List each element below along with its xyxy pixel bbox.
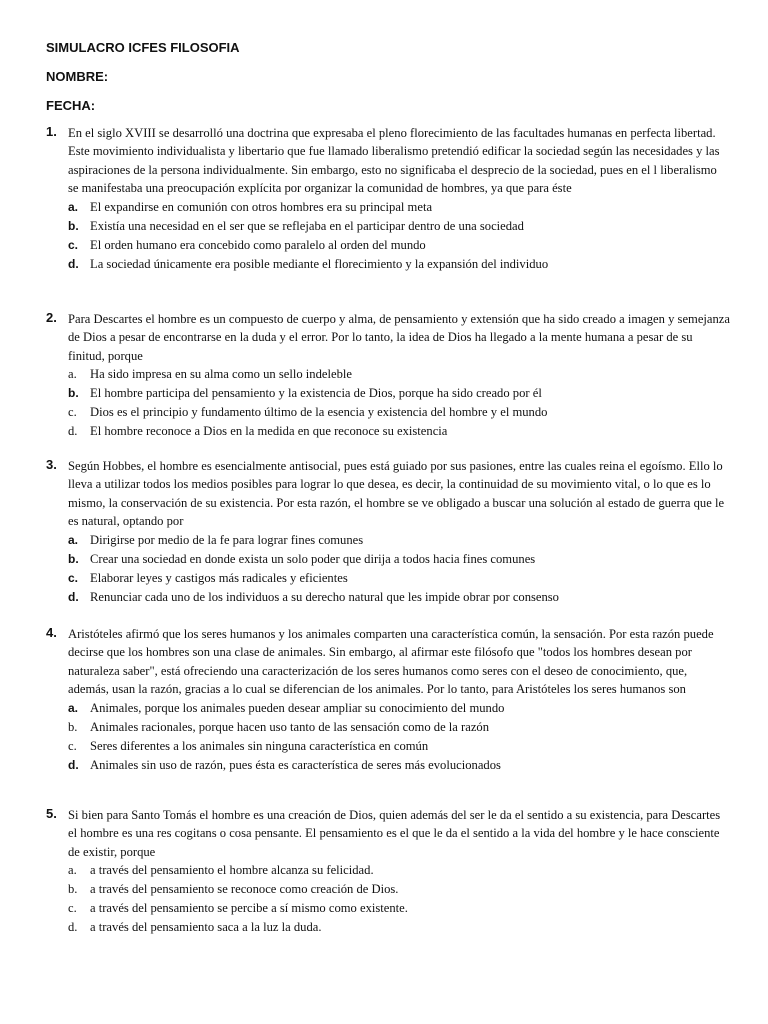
option-letter: d. (68, 757, 79, 772)
option-text: Dirigirse por medio de la fe para lograr fines comunes (90, 532, 364, 547)
option-letter: d. (68, 424, 78, 439)
answer-option-d[interactable] (68, 422, 730, 441)
option-letter: b. (68, 551, 79, 566)
option-letter: b. (68, 386, 79, 401)
option-text: El orden humano era concebido como paralelo al orden del mundo (90, 237, 426, 252)
answer-option-a[interactable] (68, 365, 730, 384)
answer-option-b[interactable] (68, 880, 730, 899)
question-text: Si bien para Santo Tomás el hombre es una creación de Dios, quien además del ser le da el sentido a su existencia, para Descartes el hombre es una res cogitans o cosa pensante. El pensamiento es el que le da el sentido a la vida del hombre y le hace consciente de existir, porque (68, 808, 721, 859)
option-letter: a. (68, 700, 79, 715)
option-text: a través del pensamiento el hombre alcanza su felicidad. (90, 863, 374, 878)
answer-options (68, 699, 730, 775)
answer-option-c[interactable] (68, 236, 730, 255)
option-text: a través del pensamiento saca a la luz la duda. (90, 920, 322, 935)
answer-options (68, 198, 730, 274)
option-text: Renunciar cada uno de los individuos a su derecho natural que les impide obrar por consenso (90, 589, 559, 604)
question-4 (46, 625, 730, 775)
option-text: Animales racionales, porque hacen uso tanto de las sensación como de la razón (90, 719, 490, 734)
answer-option-d[interactable] (68, 588, 730, 607)
option-text: El hombre reconoce a Dios en la medida en que reconoce su existencia (90, 424, 448, 439)
answer-options (68, 365, 730, 441)
option-letter: d. (68, 256, 79, 271)
answer-option-d[interactable] (68, 255, 730, 274)
answer-option-c[interactable] (68, 403, 730, 422)
question-text: En el siglo XVIII se desarrolló una doctrina que expresaba el pleno florecimiento de las facultades humanas en perfecta libertad. Este movimiento individualista y libertario que fue llamado liberalismo pretendió edificar la sociedad según las necesidades y las aspiraciones de la persona individualmente. Sin embargo, esto no significaba el desprecio de la sociedad, pues en el l liberalismo se manifestaba una preocupación explícita por organizar la comunidad de hombres, ya que para éste (68, 126, 720, 196)
option-letter: a. (68, 199, 79, 214)
question-number: 5. (46, 806, 57, 821)
answer-option-d[interactable] (68, 756, 730, 775)
document-title: SIMULACRO ICFES FILOSOFIA (46, 40, 240, 55)
option-text: La sociedad únicamente era posible mediante el florecimiento y la expansión del individuo (90, 256, 549, 271)
option-letter: c. (68, 570, 79, 585)
question-1 (46, 124, 730, 274)
question-number: 2. (46, 310, 57, 325)
option-letter: b. (68, 218, 79, 233)
answer-option-a[interactable] (68, 861, 730, 880)
question-text: Aristóteles afirmó que los seres humanos y los animales comparten una característica común, la sensación. Por esta razón puede decirse que los hombres son una clase de animales. Sin embargo, al afirmar este filósofo que "todos los hombres desean por naturaleza saber", está ofreciendo una caracterización de los seres humanos como seres con el deseo de conocimiento, que, además, usan la razón, gracias a lo cual se diferencian de los animales. Por lo tanto, para Aristóteles los seres humanos son (68, 627, 714, 697)
answer-option-b[interactable] (68, 384, 730, 403)
option-letter: c. (68, 901, 77, 916)
option-letter: b. (68, 882, 78, 897)
name-label: NOMBRE: (46, 69, 109, 84)
option-text: Dios es el principio y fundamento último de la esencia y existencia del hombre y el mundo (90, 405, 548, 420)
answer-option-a[interactable] (68, 198, 730, 217)
option-letter: d. (68, 920, 78, 935)
option-text: Seres diferentes a los animales sin ninguna característica en común (90, 738, 429, 753)
answer-option-a[interactable] (68, 531, 730, 550)
answer-option-b[interactable] (68, 718, 730, 737)
question-3 (46, 457, 730, 607)
question-text: Para Descartes el hombre es un compuesto de cuerpo y alma, de pensamiento y extensión que ha sido creado a imagen y semejanza de Dios a pesar de encontrarse en la duda y el error. Por lo tanto, la idea de Dios ha llegado a la mente humana a pesar de su finitud, porque (68, 312, 730, 363)
answer-option-c[interactable] (68, 569, 730, 588)
question-number: 3. (46, 457, 57, 472)
answer-option-b[interactable] (68, 550, 730, 569)
question-number: 4. (46, 625, 57, 640)
date-label: FECHA: (46, 98, 96, 113)
answer-options (68, 861, 730, 937)
option-letter: c. (68, 237, 79, 252)
option-text: Animales sin uso de razón, pues ésta es característica de seres más evolucionados (90, 757, 501, 772)
option-text: Existía una necesidad en el ser que se reflejaba en el participar dentro de una sociedad (90, 218, 524, 233)
question-number: 1. (46, 124, 57, 139)
option-text: a través del pensamiento se reconoce como creación de Dios. (90, 882, 399, 897)
answer-option-b[interactable] (68, 217, 730, 236)
answer-options (68, 531, 730, 607)
answer-option-a[interactable] (68, 699, 730, 718)
option-text: El expandirse en comunión con otros hombres era su principal meta (90, 199, 433, 214)
question-text: Según Hobbes, el hombre es esencialmente antisocial, pues está guiado por sus pasiones, entre las cuales reina el egoísmo. Ello lo lleva a utilizar todos los medios posibles para lograr lo que desea, es decir, la continuidad de su movimiento vital, o lo que es lo mismo, la conservación de su existencia. Por esta razón, el hombre se ve obligado a buscar una solución al estado de guerra que le es natural, optando por (68, 459, 725, 529)
option-letter: a. (68, 367, 77, 382)
option-text: El hombre participa del pensamiento y la existencia de Dios, porque ha sido creado por él (90, 386, 542, 401)
answer-option-c[interactable] (68, 899, 730, 918)
document-header (46, 40, 240, 127)
option-letter: d. (68, 589, 79, 604)
question-2 (46, 310, 730, 441)
option-letter: a. (68, 532, 79, 547)
question-5 (46, 806, 730, 937)
option-letter: a. (68, 863, 77, 878)
option-text: Ha sido impresa en su alma como un sello indeleble (90, 367, 352, 382)
answer-option-d[interactable] (68, 918, 730, 937)
option-text: Animales, porque los animales pueden desear ampliar su conocimiento del mundo (90, 700, 505, 715)
answer-option-c[interactable] (68, 737, 730, 756)
option-text: Elaborar leyes y castigos más radicales y eficientes (90, 570, 348, 585)
option-text: a través del pensamiento se percibe a sí mismo como existente. (90, 901, 408, 916)
option-letter: c. (68, 405, 77, 420)
option-letter: c. (68, 738, 77, 753)
option-letter: b. (68, 719, 78, 734)
option-text: Crear una sociedad en donde exista un solo poder que dirija a todos hacia fines comunes (90, 551, 536, 566)
